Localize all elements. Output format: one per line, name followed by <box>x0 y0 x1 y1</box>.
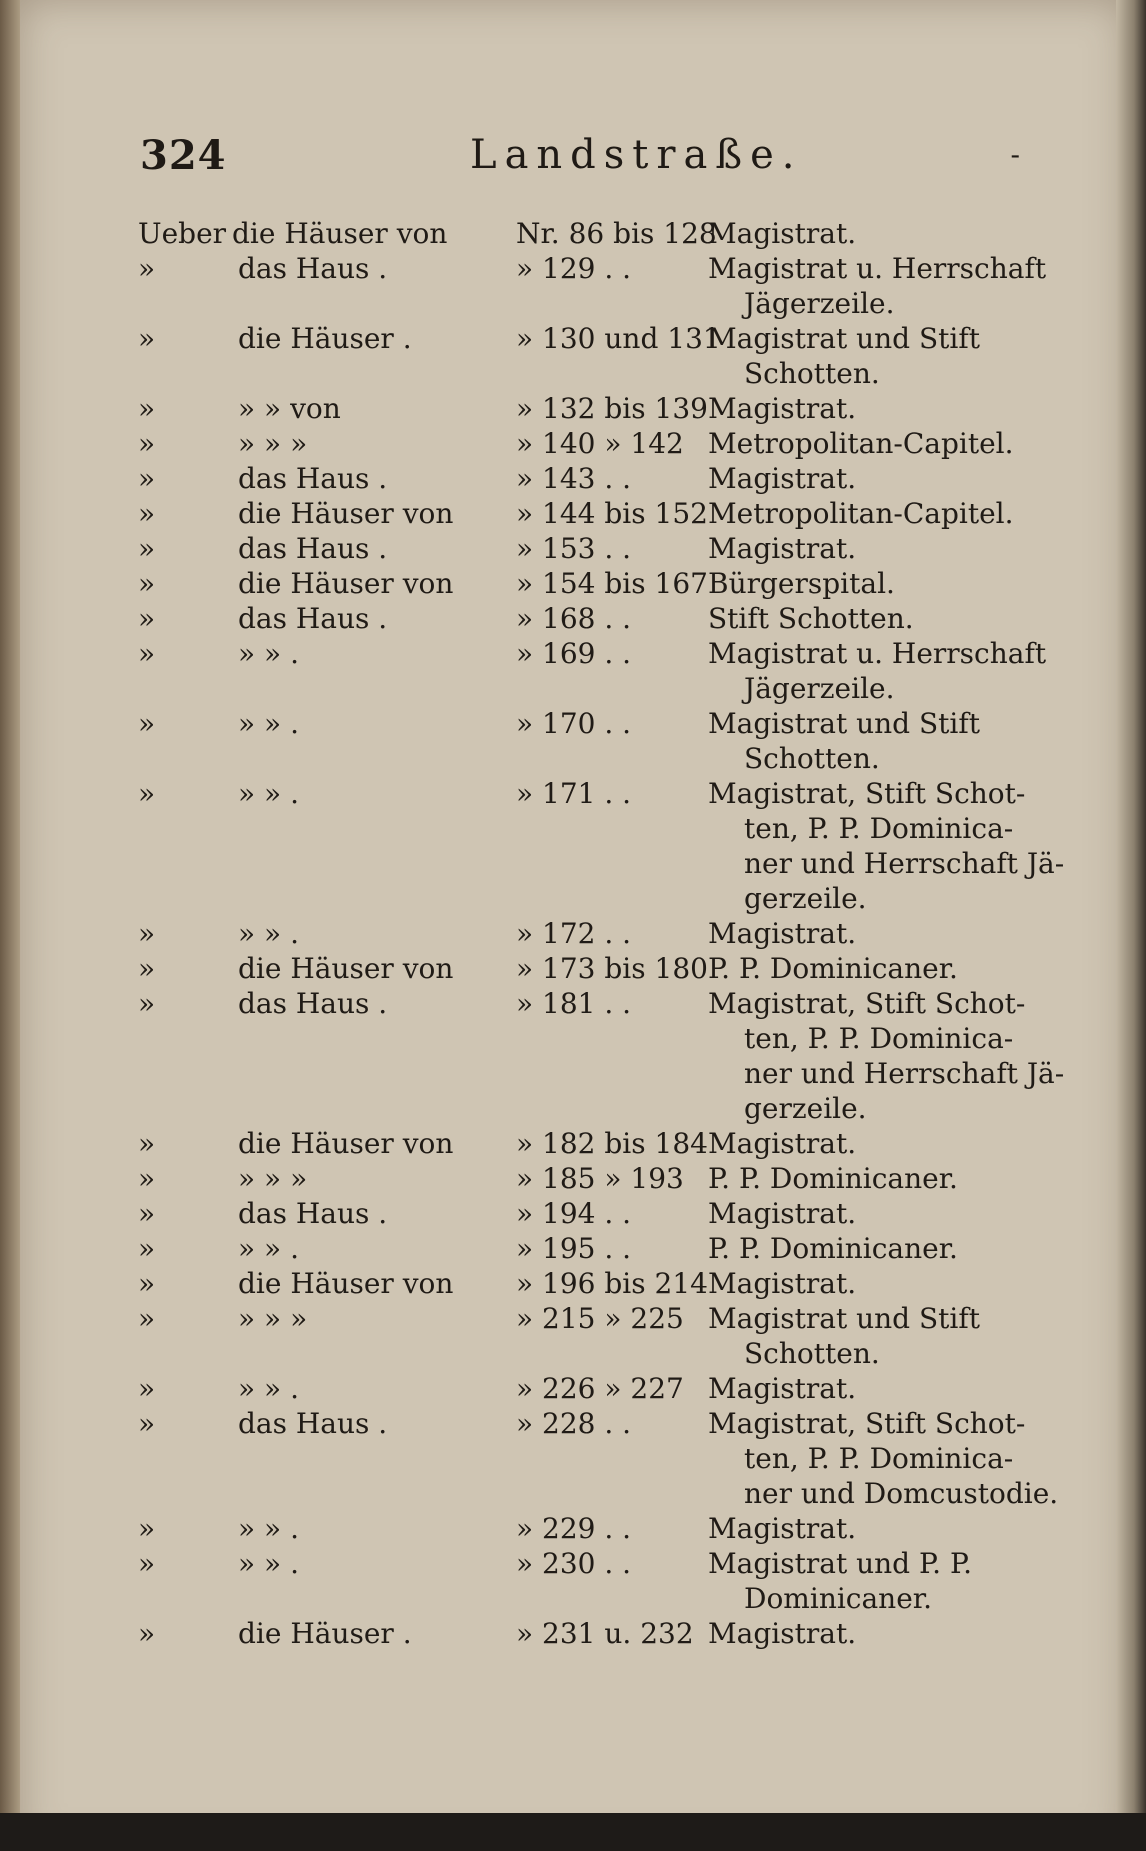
row-prefix: » <box>138 427 156 460</box>
row-numbers: » 181 . . <box>516 987 632 1020</box>
row-owner <box>708 216 1078 251</box>
table-row <box>138 1511 1078 1546</box>
row-owner <box>708 706 1078 776</box>
table-row <box>138 496 1078 531</box>
row-houses: » » . <box>238 917 299 950</box>
row-numbers: » 228 . . <box>516 1407 632 1440</box>
owner-line: Magistrat, Stift Schot- <box>708 987 1026 1020</box>
row-owner <box>708 1406 1078 1511</box>
row-prefix: » <box>138 637 156 670</box>
owner-line: Magistrat. <box>708 1617 857 1650</box>
table-row <box>138 1546 1078 1616</box>
row-numbers: » 173 bis 180 <box>516 952 708 985</box>
page-header <box>140 132 1020 182</box>
row-numbers: » 144 bis 152 <box>516 497 708 530</box>
row-numbers: » 132 bis 139 <box>516 392 708 425</box>
row-houses: » » . <box>238 777 299 810</box>
row-owner <box>708 1196 1078 1231</box>
table-row <box>138 776 1078 916</box>
bottom-edge <box>0 1813 1146 1851</box>
owner-line: Magistrat. <box>708 1372 857 1405</box>
owner-line: gerzeile. <box>744 882 867 915</box>
owner-line: P. P. Dominicaner. <box>708 1232 958 1265</box>
row-prefix: » <box>138 252 156 285</box>
row-prefix: » <box>138 917 156 950</box>
row-numbers: » 231 u. 232 <box>516 1617 694 1650</box>
row-houses: » » . <box>238 1547 299 1580</box>
row-houses: das Haus . <box>238 987 388 1020</box>
row-owner <box>708 1511 1078 1546</box>
owner-line: Metropolitan-Capitel. <box>708 497 1014 530</box>
owner-line: Magistrat und Stift <box>708 1302 980 1335</box>
row-numbers: » 169 . . <box>516 637 632 670</box>
owner-line: Magistrat. <box>708 1127 857 1160</box>
table-row <box>138 1371 1078 1406</box>
row-owner <box>708 1161 1078 1196</box>
row-owner <box>708 496 1078 531</box>
row-prefix: » <box>138 1372 156 1405</box>
row-houses: das Haus . <box>238 532 388 565</box>
row-prefix: » <box>138 952 156 985</box>
row-prefix: » <box>138 1162 156 1195</box>
table-row <box>138 706 1078 776</box>
page-number: 324 <box>140 132 227 179</box>
row-prefix: » <box>138 1302 156 1335</box>
row-owner <box>708 426 1078 461</box>
row-prefix: » <box>138 1547 156 1580</box>
row-houses: das Haus . <box>238 602 388 635</box>
row-houses: das Haus . <box>238 252 388 285</box>
row-prefix: » <box>138 1127 156 1160</box>
table-row <box>138 1126 1078 1161</box>
row-numbers: » 226 » 227 <box>516 1372 684 1405</box>
row-houses: » » » <box>238 1302 308 1335</box>
row-owner <box>708 601 1078 636</box>
row-houses: » » . <box>238 1372 299 1405</box>
row-houses: die Häuser von <box>238 1127 454 1160</box>
row-prefix: » <box>138 1232 156 1265</box>
page-edge <box>1116 0 1146 1851</box>
table-row <box>138 1196 1078 1231</box>
owner-line: P. P. Dominicaner. <box>708 952 958 985</box>
row-numbers: » 153 . . <box>516 532 632 565</box>
house-owner-table <box>138 216 1078 1651</box>
row-houses: » » . <box>238 707 299 740</box>
row-prefix: » <box>138 777 156 810</box>
row-houses: die Häuser . <box>238 322 412 355</box>
row-owner <box>708 951 1078 986</box>
row-numbers: » 229 . . <box>516 1512 632 1545</box>
table-row <box>138 531 1078 566</box>
table-row <box>138 1406 1078 1511</box>
row-prefix: » <box>138 1267 156 1300</box>
row-prefix: » <box>138 392 156 425</box>
table-row <box>138 636 1078 706</box>
owner-line: ner und Domcustodie. <box>744 1477 1059 1510</box>
row-owner <box>708 321 1078 391</box>
owner-line: Magistrat, Stift Schot- <box>708 777 1026 810</box>
row-numbers: » 154 bis 167 <box>516 567 708 600</box>
row-numbers: » 195 . . <box>516 1232 632 1265</box>
row-numbers: » 182 bis 184 <box>516 1127 708 1160</box>
row-houses: » » . <box>238 1512 299 1545</box>
owner-line: Magistrat u. Herrschaft <box>708 637 1047 670</box>
row-prefix: » <box>138 707 156 740</box>
row-houses: » » . <box>238 1232 299 1265</box>
owner-line: Magistrat. <box>708 532 857 565</box>
owner-line: ten, P. P. Dominica- <box>744 1022 1014 1055</box>
row-prefix: » <box>138 1617 156 1650</box>
row-owner <box>708 776 1078 916</box>
row-prefix: » <box>138 1197 156 1230</box>
row-owner <box>708 916 1078 951</box>
row-houses: das Haus . <box>238 1197 388 1230</box>
row-numbers: » 215 » 225 <box>516 1302 684 1335</box>
owner-line: ten, P. P. Dominica- <box>744 812 1014 845</box>
row-prefix: » <box>138 602 156 635</box>
table-row <box>138 426 1078 461</box>
table-row <box>138 1231 1078 1266</box>
row-numbers: » 230 . . <box>516 1547 632 1580</box>
row-houses: die Häuser von <box>238 497 454 530</box>
row-houses: das Haus . <box>238 462 388 495</box>
owner-line: Magistrat. <box>708 1267 857 1300</box>
table-row <box>138 951 1078 986</box>
owner-line: Magistrat. <box>708 917 857 950</box>
table-row <box>138 216 1078 251</box>
row-numbers: » 171 . . <box>516 777 632 810</box>
row-houses: die Häuser von <box>238 1267 454 1300</box>
row-prefix: » <box>138 322 156 355</box>
row-houses: die Häuser von <box>238 567 454 600</box>
table-row <box>138 1161 1078 1196</box>
owner-line: Magistrat und Stift <box>708 322 980 355</box>
row-numbers: » 194 . . <box>516 1197 632 1230</box>
row-owner <box>708 1231 1078 1266</box>
row-owner <box>708 251 1078 321</box>
row-numbers: Nr. 86 bis 128 <box>516 217 717 250</box>
owner-line: Magistrat, Stift Schot- <box>708 1407 1026 1440</box>
row-numbers: » 168 . . <box>516 602 632 635</box>
row-prefix: » <box>138 1407 156 1440</box>
owner-line: Schotten. <box>744 1337 880 1370</box>
row-owner <box>708 391 1078 426</box>
table-row <box>138 1301 1078 1371</box>
header-dash: - <box>1010 138 1020 171</box>
owner-line: Bürgerspital. <box>708 567 895 600</box>
row-owner <box>708 1266 1078 1301</box>
owner-line: Schotten. <box>744 357 880 390</box>
owner-line: Stift Schotten. <box>708 602 914 635</box>
owner-line: Magistrat. <box>708 392 857 425</box>
row-owner <box>708 566 1078 601</box>
row-owner <box>708 1126 1078 1161</box>
row-numbers: » 172 . . <box>516 917 632 950</box>
owner-line: Magistrat. <box>708 1197 857 1230</box>
row-numbers: » 196 bis 214 <box>516 1267 708 1300</box>
table-row <box>138 916 1078 951</box>
row-houses: die Häuser . <box>238 1617 412 1650</box>
owner-line: Jägerzeile. <box>744 672 895 705</box>
row-prefix: » <box>138 567 156 600</box>
row-owner <box>708 1546 1078 1616</box>
row-owner <box>708 636 1078 706</box>
owner-line: Magistrat u. Herrschaft <box>708 252 1047 285</box>
table-row <box>138 391 1078 426</box>
owner-line: ten, P. P. Dominica- <box>744 1442 1014 1475</box>
owner-line: Magistrat und P. P. <box>708 1547 973 1580</box>
owner-line: Magistrat. <box>708 462 857 495</box>
table-row <box>138 1616 1078 1651</box>
row-prefix: Ueber <box>138 217 227 250</box>
row-prefix: » <box>138 532 156 565</box>
table-row <box>138 1266 1078 1301</box>
row-houses: » » » <box>238 1162 308 1195</box>
table-row <box>138 461 1078 496</box>
owner-line: ner und Herrschaft Jä- <box>744 847 1065 880</box>
owner-line: Magistrat und Stift <box>708 707 980 740</box>
row-prefix: » <box>138 987 156 1020</box>
row-owner <box>708 1371 1078 1406</box>
row-numbers: » 143 . . <box>516 462 632 495</box>
owner-line: Schotten. <box>744 742 880 775</box>
row-prefix: » <box>138 462 156 495</box>
row-houses: die Häuser von <box>238 952 454 985</box>
table-row <box>138 986 1078 1126</box>
row-numbers: » 129 . . <box>516 252 632 285</box>
page-title: Landstraße. <box>470 132 803 178</box>
table-row <box>138 566 1078 601</box>
owner-line: gerzeile. <box>744 1092 867 1125</box>
table-row <box>138 601 1078 636</box>
owner-line: Metropolitan-Capitel. <box>708 427 1014 460</box>
row-owner <box>708 986 1078 1126</box>
row-numbers: » 140 » 142 <box>516 427 684 460</box>
row-houses: die Häuser von <box>232 217 448 250</box>
table-row <box>138 251 1078 321</box>
owner-line: Magistrat. <box>708 217 857 250</box>
row-houses: » » » <box>238 427 308 460</box>
row-prefix: » <box>138 1512 156 1545</box>
row-prefix: » <box>138 497 156 530</box>
owner-line: Dominicaner. <box>744 1582 932 1615</box>
row-owner <box>708 461 1078 496</box>
owner-line: Jägerzeile. <box>744 287 895 320</box>
row-houses: das Haus . <box>238 1407 388 1440</box>
owner-line: Magistrat. <box>708 1512 857 1545</box>
table-row <box>138 321 1078 391</box>
row-owner <box>708 1616 1078 1651</box>
row-owner <box>708 1301 1078 1371</box>
row-numbers: » 130 und 131 <box>516 322 721 355</box>
row-houses: » » von <box>238 392 341 425</box>
owner-line: ner und Herrschaft Jä- <box>744 1057 1065 1090</box>
row-houses: » » . <box>238 637 299 670</box>
row-owner <box>708 531 1078 566</box>
row-numbers: » 170 . . <box>516 707 632 740</box>
row-numbers: » 185 » 193 <box>516 1162 684 1195</box>
owner-line: P. P. Dominicaner. <box>708 1162 958 1195</box>
